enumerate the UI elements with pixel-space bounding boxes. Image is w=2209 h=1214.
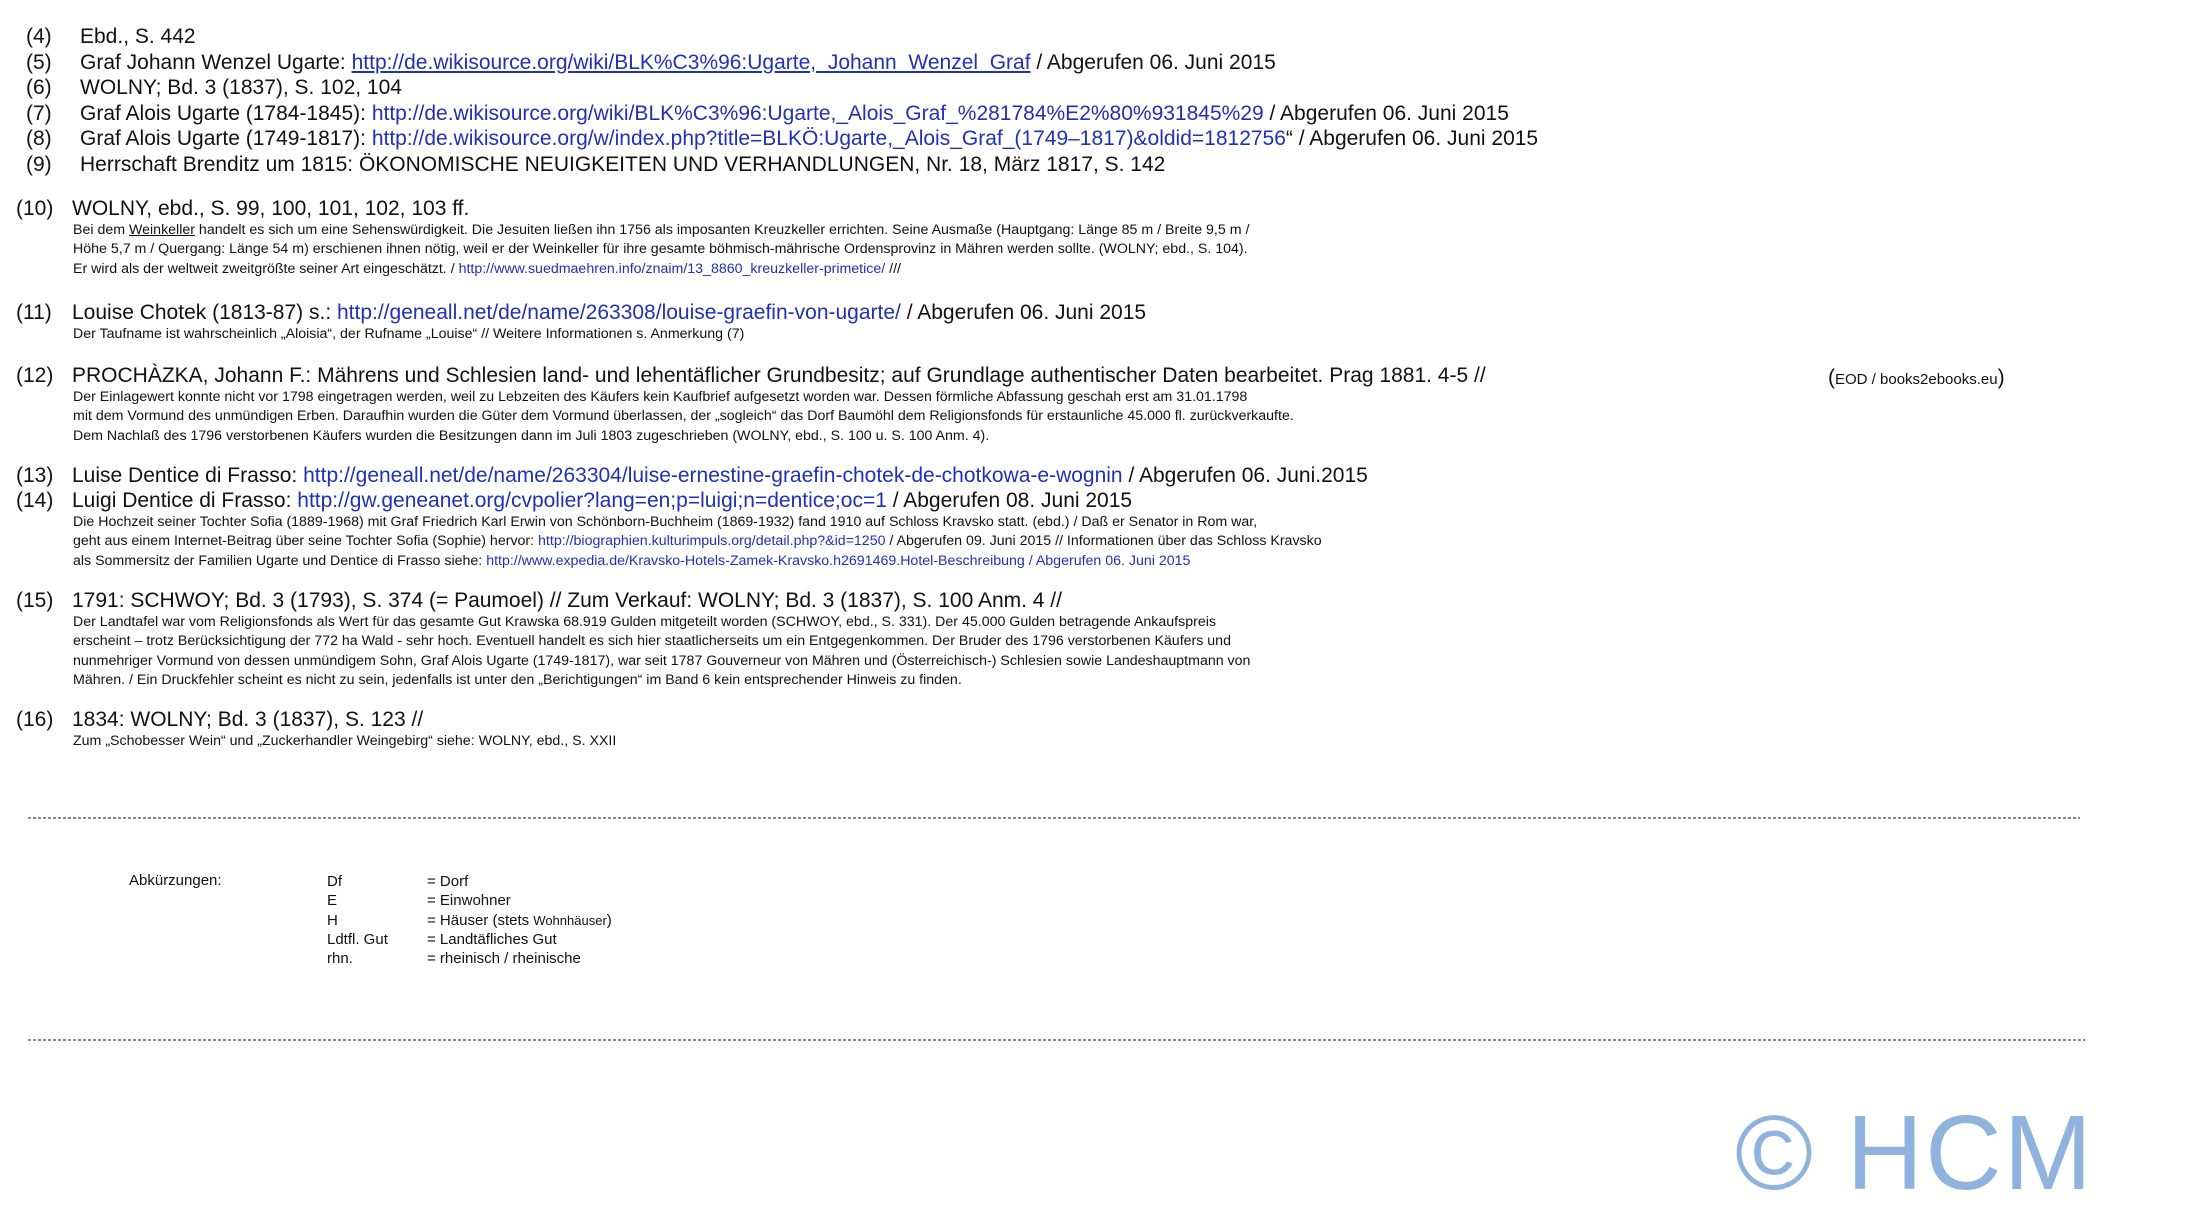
footnote-13-14: [16, 463, 1368, 571]
wikisource-link-alois-1749[interactable]: http://de.wikisource.org/w/index.php?title=BLKÖ:Ugarte,_Alois_Graf_(1749–1817)&oldid=1812756: [371, 127, 1286, 150]
footnotes-4-9: [26, 24, 1538, 177]
footnote-12-note: Der Einlagewert konnte nicht vor 1798 eingetragen werden, weil zu Lebzeiten des Käufers kein Kaufbrief aufgesetzt worden war. Dessen förmliche Abfassung geschah erst am 31.01.1798 mit dem Vormund des unmündigen Erben. Daraufhin wurden die Güter dem Vormund überlassen, der „sogleich“ das Dorf Baumöhl dem Religionsfonds für erstaunliche 45.000 fl. zurückverkaufte. Dem Nachlaß des 1796 verstorbenen Käufers wurden die Besitzungen dann im Juli 1803 zugeschrieben (WOLNY, ebd., S. 100 u. S. 100 Anm. 4).: [73, 389, 1294, 444]
abbreviations-title: Abkürzungen:: [129, 872, 222, 889]
footnote-13: (13) Luise Dentice di Frasso: http://geneall.net/de/name/263304/luise-ernestine-graefin-chotek-de-chotkowa-e-wognin / Abgerufen 06. Juni.2015: [16, 464, 1368, 487]
geneall-link-luise[interactable]: http://geneall.net/de/name/263304/luise-ernestine-graefin-chotek-de-chotkowa-e-wognin: [303, 464, 1123, 487]
footnote-12: (12) PROCHÀZKA, Johann F.: Mährens und Schlesien land- und lehentäflicher Grundbesitz; auf Grundlage authentischer Daten bearbeitet. Prag 1881. 4-5 // Der Einlagewert konnte nicht vor 1798 eingetragen werden, weil zu Lebzeiten des Käufers kein Kaufbrief aufgesetzt worden war. Dessen förmliche Abfassung geschah erst am 31.01.1798 mit dem Vormund des unmündigen Erben. Daraufhin wurden die Güter dem Vormund überlassen, der „sogleich“ das Dorf Baumöhl dem Religionsfonds für erstaunliche 45.000 fl. zurückverkaufte. Dem Nachlaß des 1796 verstorbenen Käufers wurden die Besitzungen dann im Juli 1803 zugeschrieben (WOLNY, ebd., S. 100 u. S. 100 Anm. 4).: [16, 363, 1486, 446]
abbreviation-values: = Dorf = Einwohner = Häuser (stets Wohnhäuser) = Landtäfliches Gut = rheinisch / rheinische: [427, 873, 612, 968]
footnote-4: (4) Ebd., S. 442: [26, 25, 196, 48]
kulturimpuls-link[interactable]: http://biographien.kulturimpuls.org/detail.php?&id=1250: [538, 533, 886, 550]
hcm-copyright-logo: © HCM: [1735, 1094, 2094, 1212]
abbreviation-keys: Df E H Ldtfl. Gut rhn.: [327, 873, 388, 968]
geneanet-link-luigi[interactable]: http://gw.geneanet.org/cvpolier?lang=en;p=luigi;n=dentice;oc=1: [297, 489, 887, 512]
footnote-6: (6) WOLNY; Bd. 3 (1837), S. 102, 104: [26, 76, 402, 99]
suedmaehren-link[interactable]: http://www.suedmaehren.info/znaim/13_8860_kreuzkeller-primetice/: [458, 260, 886, 277]
wikisource-link-alois-1784[interactable]: http://de.wikisource.org/wiki/BLK%C3%96:Ugarte,_Alois_Graf_%281784%E2%80%931845%29: [371, 101, 1264, 125]
footnote-10-note: Bei dem Weinkeller handelt es sich um eine Sehenswürdigkeit. Die Jesuiten ließen ihn 1756 als imposanten Kreuzkeller errichten. Seine Ausmaße (Hauptgang: Länge 85 m / Breite 9,5 m / Höhe 5,7 m / Quergang: Länge 54 m) erschienen ihnen nötig, weil er der Weinkeller für ihre gesamte böhmisch-mährische Ordensprovinz in Mähren werden sollte. (WOLNY; ebd., S. 104). Er wird als der weltweit zweitgrößte seiner Art eingeschätzt. / http://www.suedmaehren.info/znaim/13_8860_kreuzkeller-primetice/ ///: [73, 222, 1250, 277]
footnote-14: (14) Luigi Dentice di Frasso: http://gw.geneanet.org/cvpolier?lang=en;p=luigi;n=dentice;oc=1 / Abgerufen 08. Juni 2015: [16, 489, 1133, 512]
footnote-5: (5) Graf Johann Wenzel Ugarte: http://de.wikisource.org/wiki/BLK%C3%96:Ugarte,_Johann_Wenzel_Graf / Abgerufen 06. Juni 2015: [26, 50, 1276, 74]
footnote-14-note: Die Hochzeit seiner Tochter Sofia (1889-1968) mit Graf Friedrich Karl Erwin von Schönborn-Buchheim (1869-1932) fand 1910 auf Schloss Kravsko statt. (ebd.) / Daß er Senator in Rom war, geht aus einem Internet-Beitrag über seine Tochter Sofia (Sophie) hervor: http://biographien.kulturimpuls.org/detail.php?&id=1250 / Abgerufen 09. Juni 2015 // Informationen über das Schloss Kravsko als Sommersitz der Familien Ugarte und Dentice di Frasso siehe: http://www.expedia.de/Kravsko-Hotels-Zamek-Kravsko.h2691469.Hotel-Beschreibung / Abgerufen 06. Juni 2015: [73, 514, 1322, 569]
dashed-separator: [28, 817, 2080, 819]
footnote-15-note: Der Landtafel war vom Religionsfonds als Wert für das gesamte Gut Krawska 68.919 Gulden mitgeteilt worden (SCHWOY, ebd., S. 331). Der 45.000 Gulden betragende Ankaufspreis erscheint – trotz Berücksichtigung der 772 ha Wald - sehr hoch. Eventuell handelt es sich hier staatlicherseits um ein Entgegenkommen. Der Bruder des 1796 verstorbenen Käufers und nunmehriger Vormund von dessen unmündigem Sohn, Graf Alois Ugarte (1749-1817), war seit 1787 Gouverneur von Mähren und (Österreichisch-) Schlesien sowie Landeshauptmann von Mähren. / Ein Druckfehler scheint es nicht zu sein, jedenfalls ist unter den „Berichtigungen“ im Band 6 kein entsprechender Hinweis zu finden.: [73, 614, 1251, 688]
geneall-link-louise[interactable]: http://geneall.net/de/name/263308/louise-graefin-von-ugarte/: [336, 301, 901, 324]
expedia-link[interactable]: http://www.expedia.de/Kravsko-Hotels-Zamek-Kravsko.h2691469.Hotel-Beschreibung / Abgerufen 06. Juni 2015: [486, 552, 1191, 569]
footnote-7: (7) Graf Alois Ugarte (1784-1845): http://de.wikisource.org/wiki/BLK%C3%96:Ugarte,_Alois_Graf_%281784%E2%80%931845%29 / Abgerufen 06. Juni 2015: [26, 101, 1509, 125]
eod-source: (EOD / books2ebooks.eu): [1828, 366, 2005, 389]
footnote-16: (16) 1834: WOLNY; Bd. 3 (1837), S. 123 // Zum „Schobesser Wein“ und „Zuckerhandler Weingebirg“ siehe: WOLNY, ebd., S. XXII: [16, 708, 617, 749]
footnote-8: (8) Graf Alois Ugarte (1749-1817): http://de.wikisource.org/w/index.php?title=BLKÖ:Ugarte,_Alois_Graf_(1749–1817)&oldid=1812756“ / Abgerufen 06. Juni 2015: [26, 127, 1539, 150]
footnote-10: (10) WOLNY, ebd., S. 99, 100, 101, 102, 103 ff. Bei dem Weinkeller handelt es sich um eine Sehenswürdigkeit. Die Jesuiten ließen ihn 1756 als imposanten Kreuzkeller errichten. Seine Ausmaße (Hauptgang: Länge 85 m / Breite 9,5 m / Höhe 5,7 m / Quergang: Länge 54 m) erschienen ihnen nötig, weil er der Weinkeller für ihre gesamte böhmisch-mährische Ordensprovinz in Mähren werden sollte. (WOLNY; ebd., S. 104). Er wird als der weltweit zweitgrößte seiner Art eingeschätzt. / http://www.suedmaehren.info/znaim/13_8860_kreuzkeller-primetice/ ///: [16, 196, 1249, 279]
footnote-9: (9) Herrschaft Brenditz um 1815: ÖKONOMISCHE NEUIGKEITEN UND VERHANDLUNGEN, Nr. 18, März 1817, S. 142: [26, 152, 1166, 176]
dashed-separator-bottom: [28, 1039, 2085, 1041]
wikisource-link-johann[interactable]: http://de.wikisource.org/wiki/BLK%C3%96:Ugarte,_Johann_Wenzel_Graf: [351, 50, 1031, 74]
footnote-11: (11) Louise Chotek (1813-87) s.: http://geneall.net/de/name/263308/louise-graefin-von-ugarte/ / Abgerufen 06. Juni 2015 Der Taufname ist wahrscheinlich „Aloisia“, der Rufname „Louise“ // Weitere Informationen s. Anmerkung (7): [16, 301, 1147, 342]
footnote-15: (15) 1791: SCHWOY; Bd. 3 (1793), S. 374 (= Paumoel) // Zum Verkauf: WOLNY; Bd. 3 (1837), S. 100 Anm. 4 // Der Landtafel war vom Religionsfonds als Wert für das gesamte Gut Krawska 68.919 Gulden mitgeteilt worden (SCHWOY, ebd., S. 331). Der 45.000 Gulden betragende Ankaufspreis erscheint – trotz Berücksichtigung der 772 ha Wald - sehr hoch. Eventuell handelt es sich hier staatlicherseits um ein Entgegenkommen. Der Bruder des 1796 verstorbenen Käufers und nunmehriger Vormund von dessen unmündigem Sohn, Graf Alois Ugarte (1749-1817), war seit 1787 Gouverneur von Mähren und (Österreichisch-) Schlesien sowie Landeshauptmann von Mähren. / Ein Druckfehler scheint es nicht zu sein, jedenfalls ist unter den „Berichtigungen“ im Band 6 kein entsprechender Hinweis zu finden.: [16, 588, 1250, 690]
